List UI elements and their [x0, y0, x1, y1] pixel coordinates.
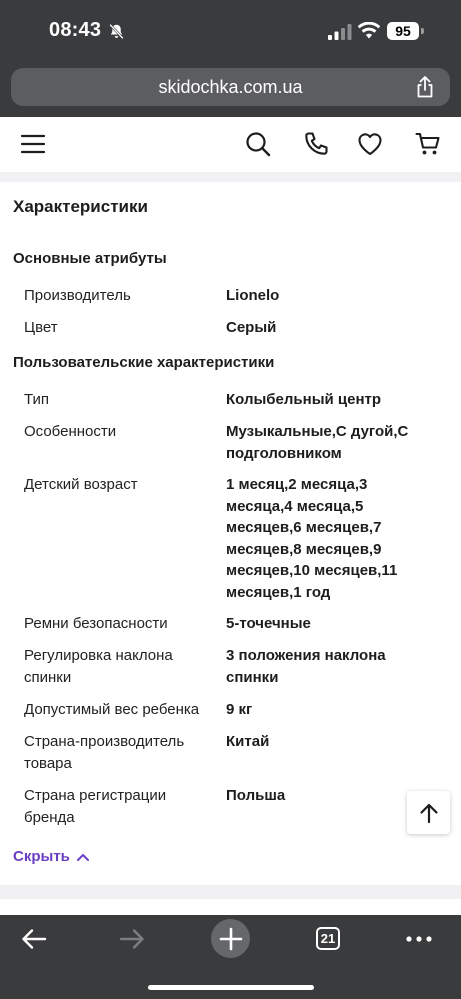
- spec-label: Цвет: [24, 319, 58, 336]
- more-button[interactable]: [399, 919, 439, 959]
- spec-label: Тип: [24, 391, 50, 408]
- spec-label: Детский возраст: [24, 476, 138, 493]
- more-dots-icon: [405, 925, 433, 953]
- home-indicator: [148, 985, 314, 990]
- spec-value: 3 положения наклона спинки: [226, 647, 386, 686]
- cart-button[interactable]: [414, 130, 442, 158]
- url-text[interactable]: skidochka.com.ua: [158, 77, 303, 97]
- spec-value: 5-точечные: [226, 615, 311, 632]
- menu-icon: [19, 130, 47, 158]
- site-header: [0, 117, 461, 172]
- wishlist-button[interactable]: [356, 130, 384, 158]
- address-bar[interactable]: [11, 68, 450, 106]
- wifi-icon: [358, 22, 380, 39]
- spec-value: 1 месяц,2 месяца,3 месяца,4 месяца,5 месяцев,6 месяцев,7 месяцев,8 месяцев,9 месяцев,10 месяцев,11 месяцев,1 год: [226, 476, 398, 601]
- arrow-right-icon: [118, 925, 146, 953]
- scroll-to-top-button[interactable]: [407, 791, 450, 834]
- spec-value: Серый: [226, 319, 277, 336]
- spec-value: Музыкальные,С дугой,С подголовником: [226, 423, 409, 462]
- tabs-button[interactable]: 21: [316, 927, 340, 950]
- heart-icon: [356, 130, 384, 158]
- search-button[interactable]: [244, 130, 272, 158]
- group-title-main: Основные атрибуты: [13, 250, 167, 267]
- section-divider: [0, 172, 461, 182]
- arrow-up-icon: [418, 802, 440, 824]
- browser-bottom-toolbar: [0, 915, 461, 999]
- browser-top-bar: [0, 0, 461, 117]
- chevron-up-icon: [76, 852, 90, 862]
- spec-label: Производитель: [24, 287, 131, 304]
- spec-value: Колыбельный центр: [226, 391, 382, 408]
- spec-label: Ремни безопасности: [24, 615, 168, 632]
- phone-icon: [302, 130, 330, 158]
- hide-label[interactable]: Скрыть: [13, 848, 70, 865]
- spec-value: Китай: [226, 733, 270, 750]
- battery-tip: [421, 28, 424, 34]
- specs-title: Характеристики: [13, 197, 148, 216]
- cart-icon: [414, 130, 442, 158]
- spec-value: Польша: [226, 787, 286, 804]
- share-icon[interactable]: [415, 76, 435, 98]
- next-section: [0, 899, 461, 915]
- forward-button[interactable]: [112, 919, 152, 959]
- spec-label: Особенности: [24, 423, 117, 440]
- silent-bell-icon: [108, 23, 125, 40]
- spec-label: Страна регистрации бренда: [24, 787, 167, 826]
- battery-indicator: 95: [387, 22, 419, 40]
- status-time: 08:43: [49, 19, 102, 41]
- spec-label: Допустимый вес ребенка: [24, 701, 200, 718]
- spec-label: Страна-производитель товара: [24, 733, 185, 772]
- search-icon: [244, 130, 272, 158]
- cellular-signal-icon: [328, 24, 352, 40]
- group-title-custom: Пользовательские характеристики: [13, 354, 275, 371]
- spec-value: 9 кг: [226, 701, 253, 718]
- arrow-left-icon: [20, 925, 48, 953]
- phone-button[interactable]: [302, 130, 330, 158]
- status-bar: [0, 0, 461, 60]
- back-button[interactable]: [14, 919, 54, 959]
- plus-icon: [219, 927, 243, 951]
- section-divider: [0, 885, 461, 899]
- menu-button[interactable]: [19, 130, 47, 158]
- new-tab-button[interactable]: [211, 919, 250, 958]
- spec-value: Lionelo: [226, 287, 280, 304]
- spec-label: Регулировка наклона спинки: [24, 647, 173, 686]
- hide-specs-link[interactable]: [13, 848, 90, 865]
